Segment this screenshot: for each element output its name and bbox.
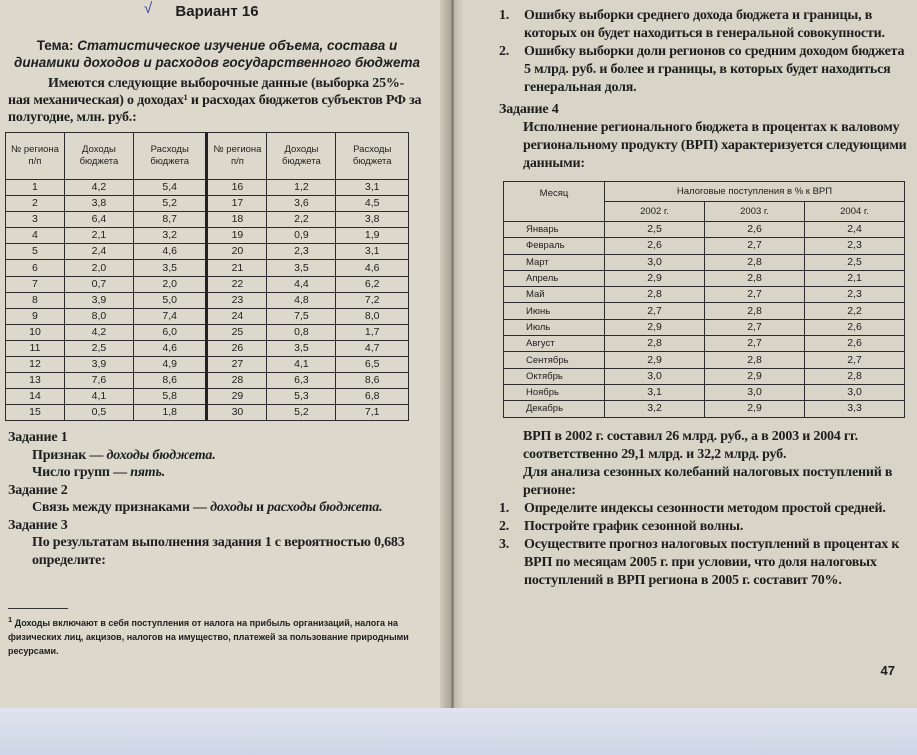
table-cell: 21 <box>207 260 267 276</box>
table-cell: 15 <box>6 405 65 421</box>
table-cell: 0,7 <box>64 276 133 292</box>
footnote <box>8 613 426 658</box>
table-cell: 1,2 <box>267 180 336 196</box>
item-text: Постройте график сезонной волны. <box>524 518 744 534</box>
table-cell: 2,6 <box>805 336 905 352</box>
theme-text: Статистическое изучение объема, состава и динамики доходов и расходов государственного бюджета <box>14 38 420 70</box>
month-cell: Сентябрь <box>504 352 605 368</box>
task4-items <box>499 500 907 590</box>
table-cell: 7,1 <box>336 405 409 421</box>
table-cell: 5,3 <box>267 389 336 405</box>
table-cell: 3,0 <box>605 368 705 384</box>
month-cell: Май <box>504 287 605 303</box>
table-cell: 7,4 <box>133 308 207 324</box>
month-cell: Июль <box>504 319 605 335</box>
table-cell: 27 <box>207 357 267 373</box>
month-cell: Октябрь <box>504 368 605 384</box>
table-cell: 2,4 <box>805 222 905 238</box>
table-cell: 5,8 <box>133 389 207 405</box>
table-row <box>504 384 905 400</box>
table-cell: 2,3 <box>267 244 336 260</box>
table-cell: 3,0 <box>705 384 805 400</box>
task3-title: Задание 3 <box>8 517 68 533</box>
table-cell: 25 <box>207 324 267 340</box>
task4-title: Задание 4 <box>499 102 559 117</box>
table-cell: 3,6 <box>267 196 336 212</box>
table-cell: 2,9 <box>605 352 705 368</box>
table-cell: 3 <box>6 212 65 228</box>
table-cell: 3,0 <box>605 254 705 270</box>
theme-label: Тема: <box>36 38 74 53</box>
item-number: 2. <box>499 518 510 534</box>
month-cell: Март <box>504 254 605 270</box>
table-cell: 2,7 <box>805 352 905 368</box>
table-cell: 2,8 <box>705 270 805 286</box>
table-cell: 1,7 <box>336 324 409 340</box>
table-cell: 6,2 <box>336 276 409 292</box>
task1-title: Задание 1 <box>8 430 68 446</box>
table-cell: 3,9 <box>64 357 133 373</box>
month-cell: Ноябрь <box>504 384 605 400</box>
table-row <box>6 373 409 389</box>
footnote-mark: 1 <box>8 615 13 624</box>
table-cell: 3,2 <box>605 401 705 417</box>
column-header: № региона п/п <box>6 133 65 180</box>
table-cell: 2,9 <box>705 368 805 384</box>
table-cell: 8,0 <box>64 308 133 324</box>
table-cell: 17 <box>207 196 267 212</box>
table-cell: 2,9 <box>705 401 805 417</box>
task1-line2-prefix: Число групп — <box>32 465 131 481</box>
column-header: № региона п/п <box>207 133 267 180</box>
table-cell: 3,2 <box>133 228 207 244</box>
table-cell: 2,5 <box>605 222 705 238</box>
table-cell: 2,8 <box>605 287 705 303</box>
tax-table <box>503 181 905 418</box>
task2-prefix: Связь между признаками — <box>32 500 211 516</box>
table-cell: 8 <box>6 292 65 308</box>
month-header: Месяц <box>504 182 605 222</box>
table-row <box>504 368 905 384</box>
table-cell: 1,8 <box>133 405 207 421</box>
table-row <box>6 324 409 340</box>
table-row <box>504 270 905 286</box>
right-top-block <box>499 7 907 173</box>
item-text: Ошибку выборки среднего дохода бюджета и границы, в которых он будет находиться в генеральной совокупности. <box>524 8 885 41</box>
table-cell: 3,9 <box>64 292 133 308</box>
table-cell: 7,5 <box>267 308 336 324</box>
analysis-text: Для анализа сезонных колебаний налоговых поступлений в регионе: <box>523 464 893 498</box>
table-cell: 4,7 <box>336 340 409 356</box>
table-row <box>6 389 409 405</box>
table-cell: 26 <box>207 340 267 356</box>
table-cell: 2,0 <box>64 260 133 276</box>
table-cell: 2,8 <box>705 254 805 270</box>
table-cell: 3,8 <box>336 212 409 228</box>
table-cell: 3,5 <box>267 340 336 356</box>
table-cell: 6,4 <box>64 212 133 228</box>
table-cell: 4,8 <box>267 292 336 308</box>
table-cell: 3,8 <box>64 196 133 212</box>
task1-line1 <box>8 447 426 465</box>
table-cell: 2,2 <box>267 212 336 228</box>
table-cell: 4,2 <box>64 324 133 340</box>
table-row <box>6 405 409 421</box>
item-number: 1. <box>499 8 510 23</box>
table-cell: 5,0 <box>133 292 207 308</box>
table-cell: 8,0 <box>336 308 409 324</box>
footnote-text: Доходы включают в себя поступления от налога на прибыль организаций, налога на физических лиц, акцизов, налогов на имущество, платежей за пользование природными ресурсами. <box>8 618 409 656</box>
table-row <box>6 357 409 373</box>
table-cell: 2,3 <box>805 287 905 303</box>
year-header: 2003 г. <box>705 202 805 222</box>
page-number: 47 <box>880 663 895 678</box>
table-row <box>504 336 905 352</box>
footnote-area <box>8 598 426 708</box>
table-row <box>6 260 409 276</box>
table-cell: 0,5 <box>64 405 133 421</box>
table-row <box>6 308 409 324</box>
task3-items <box>499 7 907 97</box>
table-cell: 3,5 <box>133 260 207 276</box>
table-row <box>504 254 905 270</box>
variant-title: Вариант 16 <box>175 3 259 20</box>
table-cell: 2,4 <box>64 244 133 260</box>
table-cell: 2,7 <box>705 319 805 335</box>
task1-line2 <box>8 464 426 482</box>
table-cell: 2,6 <box>705 222 805 238</box>
table-cell: 13 <box>6 373 65 389</box>
year-header: 2004 г. <box>805 202 905 222</box>
table-cell: 2,8 <box>805 368 905 384</box>
month-cell: Июнь <box>504 303 605 319</box>
item-text: Определите индексы сезонности методом простой средней. <box>524 500 886 516</box>
intro-text: Имеются следующие выборочные данные (выборка 25%-ная механическая) о доходах¹ и расходах бюджетов субъектов РФ за полугодие, млн. руб.: <box>8 76 422 125</box>
table-cell: 2,1 <box>64 228 133 244</box>
table-cell: 7 <box>6 276 65 292</box>
table-cell: 2,7 <box>705 336 805 352</box>
table-cell: 4,5 <box>336 196 409 212</box>
table-cell: 0,8 <box>267 324 336 340</box>
vrp-text: ВРП в 2002 г. составил 26 млрд. руб., а в 2003 и 2004 гг. соответственно 29,1 млрд. и 32,2 млрд. руб. <box>523 428 858 462</box>
table-cell: 2,1 <box>805 270 905 286</box>
table-row <box>6 196 409 212</box>
table-cell: 2,2 <box>805 303 905 319</box>
table-cell: 8,6 <box>133 373 207 389</box>
task1-line1-prefix: Признак — <box>32 447 107 463</box>
table-row <box>6 340 409 356</box>
table-cell: 2,6 <box>605 238 705 254</box>
table-cell: 6,5 <box>336 357 409 373</box>
table-cell: 5 <box>6 244 65 260</box>
table-row <box>6 180 409 196</box>
item-text: Ошибку выборки доли регионов со средним доходом бюджета 5 млрд. руб. и более и границы, в которых будет находиться генеральная доля. <box>524 44 905 95</box>
table-row <box>504 222 905 238</box>
table-cell: 3,1 <box>336 244 409 260</box>
table-row <box>504 238 905 254</box>
table-cell: 6,0 <box>133 324 207 340</box>
table-cell: 2,9 <box>605 270 705 286</box>
table-cell: 23 <box>207 292 267 308</box>
table-cell: 2,7 <box>605 303 705 319</box>
table-cell: 11 <box>6 340 65 356</box>
table-cell: 9 <box>6 308 65 324</box>
scanner-background <box>0 708 917 755</box>
table-row <box>6 244 409 260</box>
table-cell: 2,8 <box>605 336 705 352</box>
table-cell: 22 <box>207 276 267 292</box>
table-cell: 19 <box>207 228 267 244</box>
column-header: Доходы бюджета <box>64 133 133 180</box>
theme-heading <box>8 37 426 71</box>
month-cell: Январь <box>504 222 605 238</box>
month-cell: Декабрь <box>504 401 605 417</box>
table-cell: 3,0 <box>805 384 905 400</box>
task2-title: Задание 2 <box>8 482 68 498</box>
table-cell: 0,9 <box>267 228 336 244</box>
table-cell: 3,1 <box>605 384 705 400</box>
table-cell: 2,5 <box>805 254 905 270</box>
table-cell: 10 <box>6 324 65 340</box>
item-number: 3. <box>499 536 510 552</box>
table-cell: 3,1 <box>336 180 409 196</box>
item-number: 2. <box>499 44 510 59</box>
list-item <box>499 7 907 43</box>
budget-table <box>5 132 409 421</box>
table-cell: 2,5 <box>64 340 133 356</box>
list-item <box>499 518 907 536</box>
task2-text <box>8 499 426 517</box>
list-item <box>499 500 907 518</box>
table-cell: 2,7 <box>705 238 805 254</box>
table-cell: 7,2 <box>336 292 409 308</box>
table-row <box>504 319 905 335</box>
table-cell: 5,2 <box>133 196 207 212</box>
table-cell: 2,3 <box>805 238 905 254</box>
table-cell: 7,6 <box>64 373 133 389</box>
column-header: Расходы бюджета <box>336 133 409 180</box>
checkmark-icon: √ <box>144 0 153 17</box>
table-row <box>6 212 409 228</box>
table-cell: 28 <box>207 373 267 389</box>
column-header: Доходы бюджета <box>267 133 336 180</box>
table-cell: 4,1 <box>267 357 336 373</box>
table-row <box>504 287 905 303</box>
table-cell: 4,6 <box>336 260 409 276</box>
item-number: 1. <box>499 500 510 516</box>
table-cell: 24 <box>207 308 267 324</box>
table-cell: 12 <box>6 357 65 373</box>
item-text: Осуществите прогноз налоговых поступлений в процентах к ВРП по месяцам 2005 г. при условии, что доля налоговых поступлений в ВРП региона в 2005 г. составит 70%. <box>524 536 900 588</box>
month-cell: Август <box>504 336 605 352</box>
year-header: 2002 г. <box>605 202 705 222</box>
table-cell: 2 <box>6 196 65 212</box>
table-cell: 4,6 <box>133 340 207 356</box>
table-row <box>6 276 409 292</box>
table-cell: 14 <box>6 389 65 405</box>
table-cell: 3,5 <box>267 260 336 276</box>
task2-mid: и <box>252 500 268 516</box>
task1-line1-em: доходы бюджета. <box>106 447 216 463</box>
table-row <box>6 228 409 244</box>
month-cell: Февраль <box>504 238 605 254</box>
table-cell: 6 <box>6 260 65 276</box>
table-row <box>504 352 905 368</box>
table-cell: 5,4 <box>133 180 207 196</box>
table-cell: 2,8 <box>705 352 805 368</box>
table-cell: 20 <box>207 244 267 260</box>
list-item <box>499 536 907 590</box>
table-cell: 2,6 <box>805 319 905 335</box>
right-bottom-block <box>499 428 907 590</box>
tasks-block <box>8 429 426 569</box>
table-cell: 4,2 <box>64 180 133 196</box>
table-cell: 29 <box>207 389 267 405</box>
table-cell: 5,2 <box>267 405 336 421</box>
table-row <box>504 303 905 319</box>
table-cell: 2,7 <box>705 287 805 303</box>
task2-em2: расходы бюджета. <box>267 500 383 516</box>
table-cell: 8,7 <box>133 212 207 228</box>
table-cell: 4 <box>6 228 65 244</box>
table-cell: 8,6 <box>336 373 409 389</box>
table-cell: 30 <box>207 405 267 421</box>
table-cell: 4,1 <box>64 389 133 405</box>
right-page <box>456 0 917 708</box>
book-gutter <box>440 0 464 708</box>
table-cell: 6,3 <box>267 373 336 389</box>
table-cell: 2,0 <box>133 276 207 292</box>
task4-text: Исполнение регионального бюджета в процентах к валовому региональному продукту (ВРП) характеризуется следующими данными: <box>523 120 907 171</box>
task1-line2-em: пять. <box>130 465 165 481</box>
table-cell: 4,6 <box>133 244 207 260</box>
task3-text: По результатам выполнения задания 1 с вероятностью 0,683 определите: <box>32 535 405 568</box>
table-row <box>504 401 905 417</box>
table-cell: 1,9 <box>336 228 409 244</box>
footnote-divider <box>8 608 68 609</box>
left-page <box>0 0 448 708</box>
list-item <box>499 43 907 97</box>
month-cell: Апрель <box>504 270 605 286</box>
table-cell: 2,9 <box>605 319 705 335</box>
column-header: Расходы бюджета <box>133 133 207 180</box>
table-cell: 4,4 <box>267 276 336 292</box>
table-cell: 6,8 <box>336 389 409 405</box>
table-cell: 3,3 <box>805 401 905 417</box>
task2-em1: доходы <box>210 500 253 516</box>
table-cell: 18 <box>207 212 267 228</box>
table-cell: 16 <box>207 180 267 196</box>
table-cell: 4,9 <box>133 357 207 373</box>
table-row <box>6 292 409 308</box>
group-header: Налоговые поступления в % к ВРП <box>605 182 905 202</box>
title-bar <box>8 0 426 21</box>
table-cell: 1 <box>6 180 65 196</box>
table-cell: 2,8 <box>705 303 805 319</box>
